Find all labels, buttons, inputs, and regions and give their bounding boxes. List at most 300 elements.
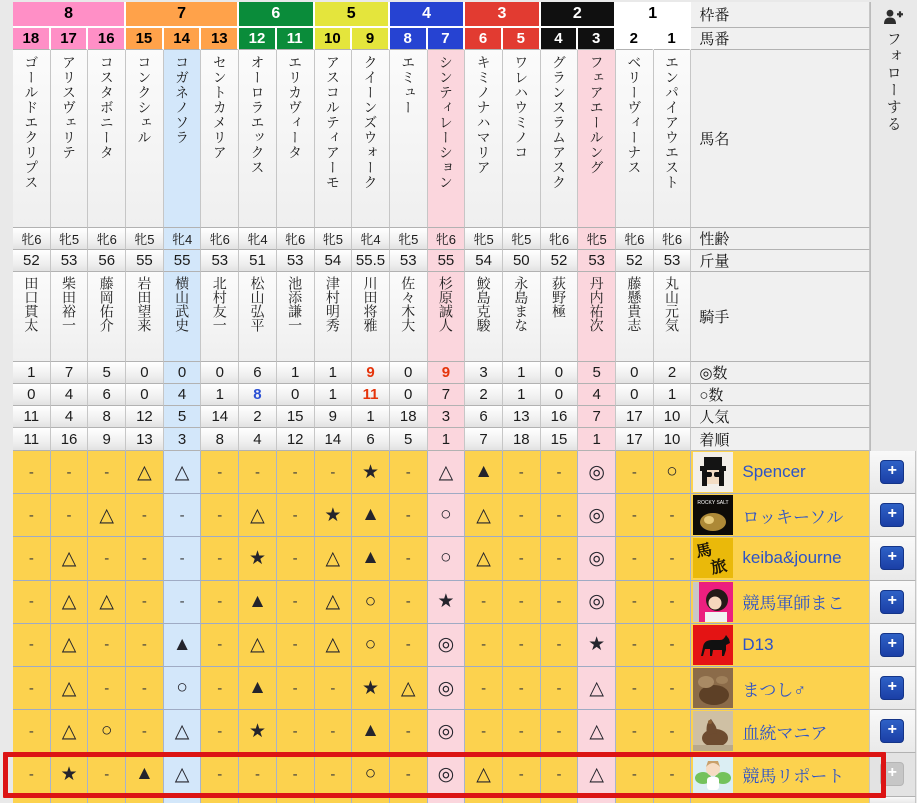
jockey-name: 鮫島克駿 [465,272,503,362]
finish-cell: 15 [541,428,579,451]
prediction-mark-cell: - [503,494,541,537]
sex-age-cell: 牝6 [654,228,692,250]
prediction-mark-cell: - [390,581,428,624]
prediction-mark-cell: - [503,537,541,580]
finish-cell: 17 [616,428,654,451]
finish-cell: 3 [164,428,202,451]
prediction-mark-cell: ○ [164,667,202,710]
prediction-mark-cell: - [51,494,89,537]
horse-name: グランスラムアスク [541,50,579,228]
horse-name: ベリーヴィーナス [616,50,654,228]
prediction-mark-cell: - [126,494,164,537]
user-name-link[interactable]: まつし♂ [742,680,807,700]
prediction-mark-cell: - [126,667,164,710]
prediction-mark-cell: - [201,710,239,753]
prediction-mark-cell: - [88,451,126,494]
weight-cell: 53 [654,250,692,272]
popularity-cell: 7 [578,406,616,428]
sex-age-cell: 牝4 [239,228,277,250]
jockey-name: 丹内祐次 [578,272,616,362]
clipped-row-cell [88,797,126,803]
horse-name: コスタボニータ [88,50,126,228]
prediction-mark-cell: - [201,753,239,796]
prediction-mark-cell: - [164,494,202,537]
horse-number-cell: 18 [13,28,51,50]
user-avatar-photo-brown-icon[interactable] [693,668,733,708]
user-row-header[interactable] [691,494,869,537]
jockey-name: 横山武史 [164,272,202,362]
prediction-mark-cell: ▲ [352,494,390,537]
prediction-mark-cell: - [616,537,654,580]
follow-button-cell [870,451,916,494]
prediction-mark-cell: △ [88,494,126,537]
horse-number-cell: 8 [390,28,428,50]
user-avatar-horse-photo-icon[interactable] [693,711,733,751]
horse-number-cell: 7 [428,28,466,50]
finish-cell: 10 [654,428,692,451]
frame-number-cell: 2 [541,2,616,28]
prediction-mark-cell: ◎ [578,581,616,624]
maru-count-cell: 1 [201,384,239,406]
sex-age-cell: 牝5 [578,228,616,250]
prediction-mark-cell: - [13,451,51,494]
horse-number-cell: 9 [352,28,390,50]
frame-number-cell: 4 [390,2,465,28]
jockey-name: 柴田裕一 [51,272,89,362]
clipped-row-cell [201,797,239,803]
prediction-mark-cell: - [390,624,428,667]
prediction-mark-cell: - [88,667,126,710]
follow-button-cell [870,624,916,667]
sex-age-cell: 牝4 [164,228,202,250]
follow-button-cell [870,667,916,710]
user-avatar-person-hat-icon[interactable] [693,452,733,492]
popularity-cell: 14 [201,406,239,428]
frame-number-cell: 6 [239,2,314,28]
user-row-header[interactable] [691,710,869,753]
horse-number-cell: 11 [277,28,315,50]
prediction-mark-cell: - [201,581,239,624]
prediction-mark-cell: - [88,753,126,796]
finish-cell: 11 [13,428,51,451]
prediction-mark-cell: - [277,494,315,537]
sex-age-cell: 牝4 [352,228,390,250]
prediction-mark-cell: - [616,581,654,624]
prediction-mark-cell: △ [390,667,428,710]
prediction-mark-cell: - [616,451,654,494]
weight-cell: 53 [390,250,428,272]
prediction-mark-cell: ★ [352,451,390,494]
jockey-name: 藤懸貴志 [616,272,654,362]
prediction-mark-cell: - [654,494,692,537]
honmei-count-cell: 1 [13,362,51,384]
honmei-count-cell: 3 [465,362,503,384]
prediction-mark-cell: - [13,624,51,667]
user-avatar-album-icon[interactable] [693,495,733,535]
row-label-sex-age: 性齢 [691,228,869,250]
jockey-name: 荻野極 [541,272,579,362]
user-avatar-horse-silhouette-icon[interactable] [693,625,733,665]
prediction-mark-cell: - [654,537,692,580]
sex-age-cell: 牝5 [503,228,541,250]
jockey-name: 北村友一 [201,272,239,362]
horse-number-cell: 16 [88,28,126,50]
weight-cell: 53 [201,250,239,272]
prediction-mark-cell: △ [239,624,277,667]
prediction-mark-cell: △ [164,753,202,796]
svg-text:ROCKY SALT: ROCKY SALT [697,500,729,507]
prediction-mark-cell: - [616,753,654,796]
prediction-mark-cell: △ [51,710,89,753]
maru-count-cell: 0 [616,384,654,406]
horse-number-cell: 13 [201,28,239,50]
prediction-mark-cell: △ [465,753,503,796]
weight-cell: 55.5 [352,250,390,272]
frame-number-cell: 5 [315,2,390,28]
prediction-mark-cell: - [541,753,579,796]
jockey-name: 田口貫太 [13,272,51,362]
prediction-mark-cell: - [390,710,428,753]
row-label-honmei-count: ◎数 [691,362,869,384]
prediction-mark-cell: - [201,667,239,710]
finish-cell: 6 [352,428,390,451]
user-name-link[interactable]: keiba&journe [742,548,842,568]
row-label-maru-count: ○数 [691,384,869,406]
prediction-mark-cell: ◎ [578,451,616,494]
prediction-mark-cell: - [277,753,315,796]
maru-count-cell: 11 [352,384,390,406]
weight-cell: 53 [578,250,616,272]
prediction-mark-cell: ◎ [428,710,466,753]
follow-button-cell [870,710,916,753]
prediction-mark-cell: - [201,537,239,580]
prediction-mark-cell: - [390,753,428,796]
prediction-mark-cell: - [13,710,51,753]
finish-cell: 14 [315,428,353,451]
prediction-mark-cell: ★ [239,537,277,580]
prediction-mark-cell: - [654,624,692,667]
maru-count-cell: 0 [13,384,51,406]
prediction-mark-cell: - [390,537,428,580]
prediction-mark-cell: - [51,451,89,494]
honmei-count-cell: 1 [503,362,541,384]
user-name-link[interactable]: 競馬軍師まこ [742,594,845,614]
prediction-mark-cell: △ [578,753,616,796]
prediction-mark-cell: - [503,710,541,753]
horse-number-cell: 2 [616,28,654,50]
maru-count-cell: 0 [126,384,164,406]
prediction-mark-cell: ○ [88,710,126,753]
user-avatar-character-icon[interactable] [693,754,733,794]
horse-number-cell: 17 [51,28,89,50]
horse-number-cell: 14 [164,28,202,50]
popularity-cell: 16 [541,406,579,428]
prediction-mark-cell: ★ [51,753,89,796]
maru-count-cell: 1 [654,384,692,406]
user-name-link[interactable]: Spencer [742,462,806,482]
row-label-name: 馬名 [691,50,869,228]
finish-cell: 1 [428,428,466,451]
prediction-mark-cell: - [541,624,579,667]
weight-cell: 55 [126,250,164,272]
popularity-cell: 18 [390,406,428,428]
horse-number-cell: 15 [126,28,164,50]
prediction-mark-cell: - [164,537,202,580]
weight-cell: 53 [51,250,89,272]
weight-cell: 55 [164,250,202,272]
prediction-mark-cell: △ [578,710,616,753]
prediction-mark-cell: - [126,624,164,667]
honmei-count-cell: 1 [277,362,315,384]
user-name-link[interactable]: 競馬リポート [742,766,845,786]
sex-age-cell: 牝6 [201,228,239,250]
horse-name: シンティレーション [428,50,466,228]
prediction-mark-cell: - [390,451,428,494]
weight-cell: 55 [428,250,466,272]
user-row-header[interactable] [691,753,869,796]
finish-cell: 18 [503,428,541,451]
prediction-mark-cell: △ [164,710,202,753]
popularity-cell: 3 [428,406,466,428]
user-name-link[interactable]: D13 [742,634,774,654]
follow-add-button[interactable]: + [880,590,904,614]
prediction-mark-cell: ○ [352,624,390,667]
prediction-mark-cell: - [541,537,579,580]
honmei-count-cell: 5 [88,362,126,384]
clipped-row-cell [541,797,579,803]
prediction-mark-cell: ★ [315,494,353,537]
prediction-mark-cell: - [126,710,164,753]
horse-name: ゴールドエクリプス [13,50,51,228]
prediction-mark-cell: △ [428,451,466,494]
sex-age-cell: 牝6 [541,228,579,250]
weight-cell: 50 [503,250,541,272]
horse-number-cell: 6 [465,28,503,50]
prediction-mark-cell: - [315,753,353,796]
finish-cell: 1 [578,428,616,451]
prediction-mark-cell: ○ [352,581,390,624]
honmei-count-cell: 1 [315,362,353,384]
prediction-mark-cell: △ [465,494,503,537]
follow-add-button[interactable]: + [880,633,904,657]
follow-add-button[interactable]: + [880,719,904,743]
honmei-count-cell: 0 [390,362,428,384]
prediction-mark-cell: ◎ [578,537,616,580]
maru-count-cell: 0 [390,384,428,406]
prediction-mark-cell: - [616,494,654,537]
weight-cell: 56 [88,250,126,272]
clipped-row-cell [51,797,89,803]
prediction-mark-cell: △ [51,537,89,580]
user-name-link[interactable]: 血統マニア [742,723,828,743]
follow-button-cell [870,494,916,537]
user-row-header[interactable] [691,667,869,710]
clipped-row-cell [352,797,390,803]
horse-name: フェアエールング [578,50,616,228]
prediction-mark-cell: - [465,624,503,667]
prediction-mark-cell: - [13,667,51,710]
jockey-name: 川田将雅 [352,272,390,362]
frame-number-cell: 3 [465,2,540,28]
sex-age-cell: 牝6 [428,228,466,250]
finish-cell: 16 [51,428,89,451]
prediction-mark-cell: - [541,494,579,537]
maru-count-cell: 2 [465,384,503,406]
prediction-mark-cell: - [616,710,654,753]
user-avatar-kanji-icon[interactable] [693,538,733,578]
sex-age-cell: 牝6 [277,228,315,250]
honmei-count-cell: 7 [51,362,89,384]
horse-name: セントカメリア [201,50,239,228]
weight-cell: 52 [13,250,51,272]
prediction-mark-cell: - [465,710,503,753]
user-row-header[interactable] [691,624,869,667]
user-name-link[interactable]: ロッキーソル [742,507,844,527]
jockey-name: 岩田望来 [126,272,164,362]
prediction-mark-cell: ★ [428,581,466,624]
clipped-row-cell [315,797,353,803]
sex-age-cell: 牝6 [88,228,126,250]
clipped-row-cell [428,797,466,803]
horse-name: アスコルティアーモ [315,50,353,228]
horse-name: コンクシェル [126,50,164,228]
prediction-mark-cell: - [164,581,202,624]
horse-number-cell: 3 [578,28,616,50]
prediction-mark-cell: ▲ [239,667,277,710]
prediction-mark-cell: - [503,667,541,710]
popularity-cell: 4 [51,406,89,428]
clipped-row-cell [616,797,654,803]
horse-name: ワレハウミノコ [503,50,541,228]
prediction-mark-cell: △ [51,667,89,710]
prediction-mark-cell: - [541,710,579,753]
follow-add-button-disabled: + [880,762,904,786]
clipped-row-cell [164,797,202,803]
prediction-mark-cell: - [616,624,654,667]
follow-add-button[interactable]: + [880,546,904,570]
prediction-mark-cell: - [315,451,353,494]
prediction-mark-cell: △ [164,451,202,494]
honmei-count-cell: 2 [654,362,692,384]
maru-count-cell: 4 [164,384,202,406]
prediction-mark-cell: ★ [239,710,277,753]
follow-add-button[interactable]: + [880,460,904,484]
honmei-count-cell: 0 [126,362,164,384]
prediction-mark-cell: △ [88,581,126,624]
follow-button-cell [870,581,916,624]
prediction-mark-cell: ◎ [428,753,466,796]
row-label-weight: 斤量 [691,250,869,272]
prediction-mark-cell: - [654,581,692,624]
clipped-row-cell [126,797,164,803]
weight-cell: 54 [315,250,353,272]
sex-age-cell: 牝5 [465,228,503,250]
prediction-mark-cell: - [239,753,277,796]
prediction-mark-cell: ○ [428,494,466,537]
user-row-header[interactable] [691,537,869,580]
svg-text:馬: 馬 [694,542,715,563]
popularity-cell: 1 [352,406,390,428]
finish-cell: 7 [465,428,503,451]
clipped-row-cell [465,797,503,803]
prediction-mark-cell: ◎ [428,624,466,667]
follow-add-button[interactable]: + [880,503,904,527]
prediction-mark-cell: - [13,753,51,796]
maru-count-cell: 8 [239,384,277,406]
popularity-cell: 12 [126,406,164,428]
maru-count-cell: 0 [277,384,315,406]
prediction-mark-cell: - [13,494,51,537]
horse-name: キミノナハマリア [465,50,503,228]
prediction-mark-cell: - [277,537,315,580]
honmei-count-cell: 9 [352,362,390,384]
frame-number-cell: 1 [616,2,691,28]
add-follower-icon [883,9,903,25]
follow-button-cell [870,753,916,796]
prediction-mark-cell: △ [578,667,616,710]
prediction-mark-cell: - [277,710,315,753]
prediction-mark-cell: - [465,581,503,624]
prediction-mark-cell: ▲ [465,451,503,494]
jockey-name: 藤岡佑介 [88,272,126,362]
frame-number-cell: 8 [13,2,126,28]
sex-age-cell: 牝5 [51,228,89,250]
row-label-finish: 着順 [691,428,869,451]
maru-count-cell: 7 [428,384,466,406]
row-label-popularity: 人気 [691,406,869,428]
maru-count-cell: 6 [88,384,126,406]
popularity-cell: 15 [277,406,315,428]
sex-age-cell: 牝5 [390,228,428,250]
prediction-mark-cell: △ [126,451,164,494]
weight-cell: 51 [239,250,277,272]
finish-cell: 12 [277,428,315,451]
finish-cell: 4 [239,428,277,451]
prediction-mark-cell: - [239,451,277,494]
prediction-mark-cell: - [13,581,51,624]
user-row-header[interactable] [691,451,869,494]
prediction-mark-cell: - [88,537,126,580]
popularity-cell: 13 [503,406,541,428]
honmei-count-cell: 0 [541,362,579,384]
maru-count-cell: 4 [51,384,89,406]
follow-add-button[interactable]: + [880,676,904,700]
sex-age-cell: 牝5 [126,228,164,250]
user-avatar-portrait-icon[interactable] [693,582,733,622]
weight-cell: 52 [541,250,579,272]
horse-number-cell: 4 [541,28,579,50]
prediction-mark-cell: - [541,581,579,624]
prediction-mark-cell: ▲ [352,710,390,753]
popularity-cell: 5 [164,406,202,428]
jockey-name: 津村明秀 [315,272,353,362]
weight-cell: 54 [465,250,503,272]
prediction-mark-cell: - [503,451,541,494]
prediction-mark-cell: ◎ [578,494,616,537]
prediction-mark-cell: - [503,753,541,796]
jockey-name: 佐々木大 [390,272,428,362]
popularity-cell: 2 [239,406,277,428]
row-label-frame: 枠番 [691,2,869,28]
user-row-header[interactable] [691,581,869,624]
svg-text:旅: 旅 [709,558,730,579]
prediction-mark-cell: - [277,581,315,624]
follow-header [870,2,916,451]
horse-name: エンパイアウエスト [654,50,692,228]
sex-age-cell: 牝5 [315,228,353,250]
prediction-mark-cell: ▲ [164,624,202,667]
prediction-mark-cell: ○ [428,537,466,580]
